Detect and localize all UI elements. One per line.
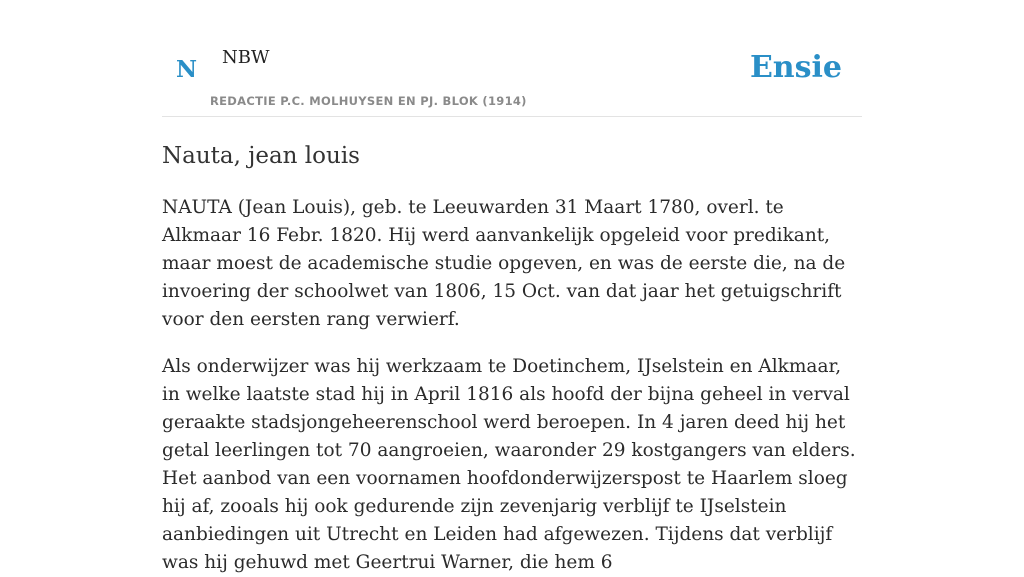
source-logo[interactable]: N (176, 56, 198, 83)
page-container (162, 0, 862, 577)
source-editors: REDACTIE P.C. MOLHUYSEN EN PJ. BLOK (1914) (210, 94, 527, 108)
article-paragraph: NAUTA (Jean Louis), geb. te Leeuwarden 31 Maart 1780, overl. te Alkmaar 16 Febr. 1820. Hij werd aanvankelijk opgeleid voor predikant, maar moest de academische studie opgeven, en was de eerste die, na de invoering der schoolwet van 1806, 15 Oct. van dat jaar het getuigschrift voor den eersten rang verwierf. (162, 197, 846, 330)
source-header (162, 0, 862, 117)
source-name-link[interactable]: NBW (222, 47, 270, 68)
article-paragraph: Als onderwijzer was hij werkzaam te Doetinchem, IJselstein en Alkmaar, in welke laatste stad hij in April 1816 als hoofd der bijna geheel in verval geraakte stadsjongeheerenschool werd beroepen. In 4 jaren deed hij het getal leerlingen tot 70 aangroeien, waaronder 29 kostgangers van elders. Het aanbod van een voornamen hoofdonderwijzerspost te Haarlem sloeg hij af, zooals hij ook gedurende zijn zevenjarig verblijf te IJselstein aanbiedingen uit Utrecht en Leiden had afgewezen. Tijdens dat verblijf was hij gehuwd met Geertrui Warner, die hem 6 (162, 356, 856, 573)
article-title: Nauta, jean louis (162, 143, 360, 169)
ensie-logo[interactable]: Ensie (749, 50, 842, 85)
